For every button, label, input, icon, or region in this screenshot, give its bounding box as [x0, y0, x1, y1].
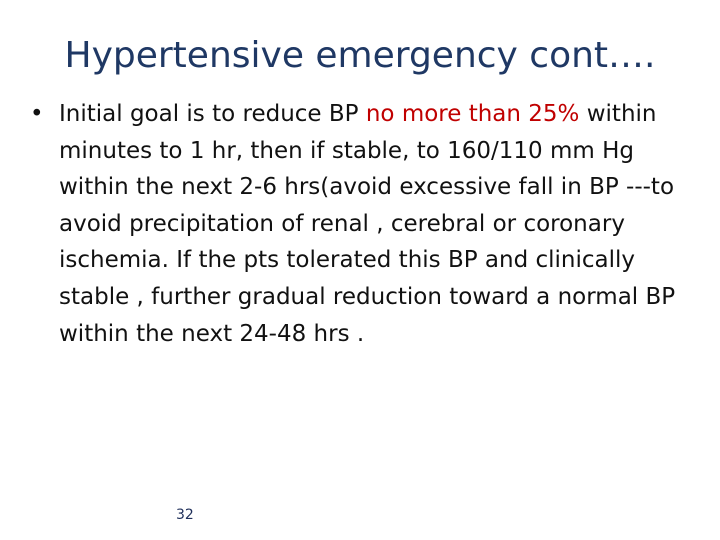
page-number: 32 [176, 507, 194, 523]
bullet-item [59, 96, 705, 352]
bullet-text-start: Initial goal is to reduce BP [59, 101, 366, 127]
highlighted-phrase: no more than 25% [365, 101, 580, 127]
bullet-text-rest: within minutes to 1 hr, then if stable, to 160/110 mm Hg within the next 2-6 hrs(avoid excessive fall in BP ---to avoid precipitation of renal , cerebral or coronary ischemia. If the pts tolerated this BP and clinically stable , further gradual reduction toward a normal BP within the next 24-48 hrs . [59, 101, 676, 347]
bullet-list [30, 96, 705, 352]
slide-title: Hypertensive emergency cont…. [64, 35, 656, 76]
bullet-marker: • [30, 101, 44, 127]
